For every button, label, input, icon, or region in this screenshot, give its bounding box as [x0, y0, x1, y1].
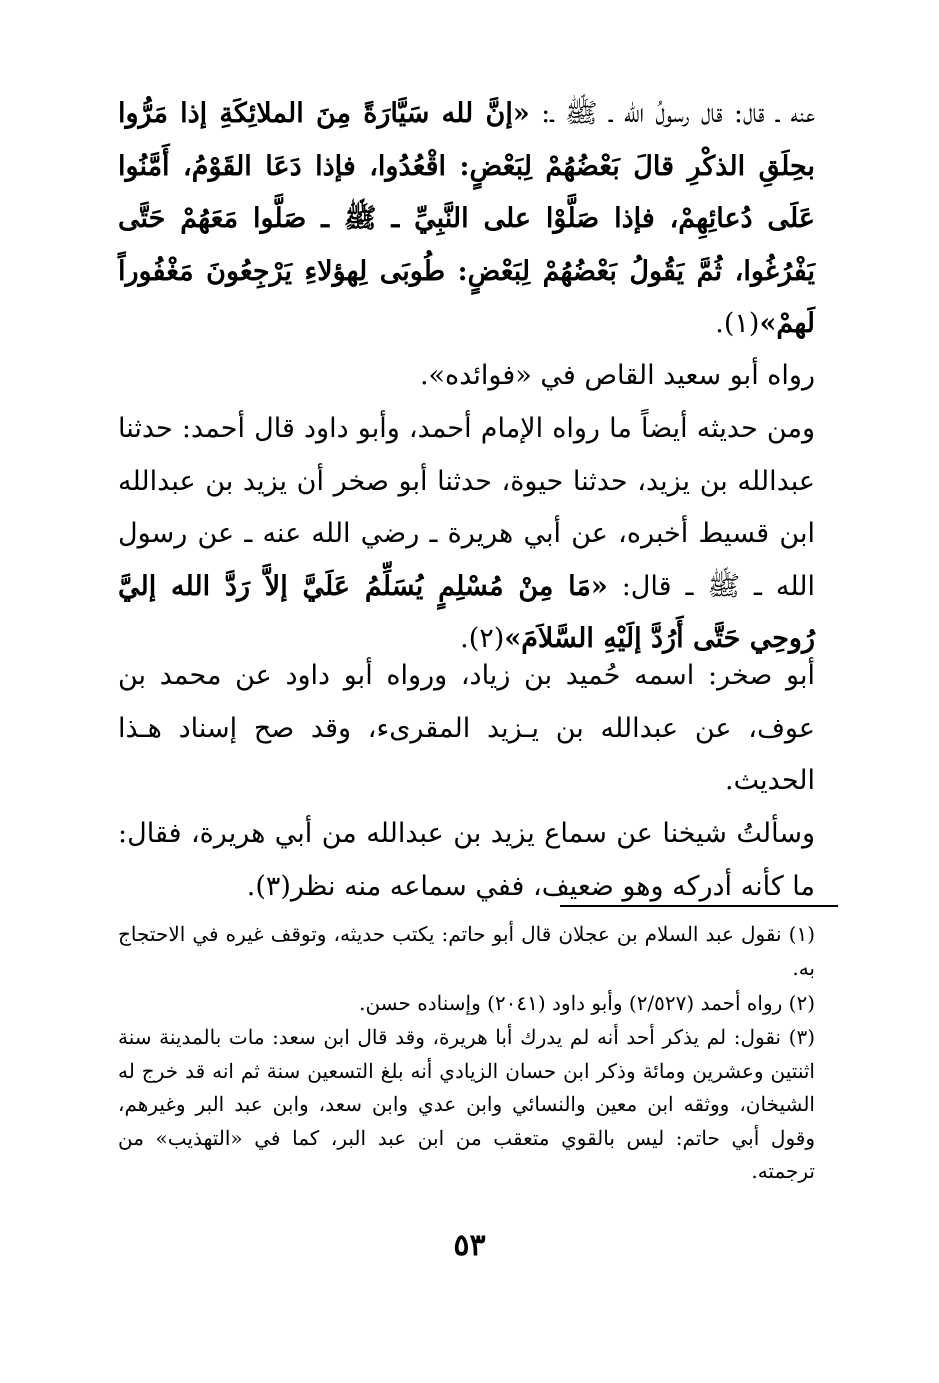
paragraph-shaykh-question: وسألتُ شيخنا عن سماع يزيد بن عبدالله من أبي هريرة، فقال: ما كأنه أدركه وهو ضعيف، ففي سماعه منه نظر(٣).	[118, 818, 815, 902]
paragraph-hadith-angels	[118, 88, 815, 351]
footnote-divider	[560, 905, 838, 907]
footnote-number: (٣)	[788, 1025, 816, 1049]
footnote-ref: (٢).	[460, 623, 505, 654]
footnote-number: (٢)	[788, 991, 815, 1015]
footnote-3	[118, 1021, 815, 1189]
paragraph-narration-source: رواه أبو سعيد القاص في «فوائده».	[419, 360, 815, 391]
page-number: ٥٣	[453, 1228, 486, 1263]
paragraph-hadith-salam	[118, 403, 815, 666]
footnote-text: رواه أحمد (٢/٥٢٧) وأبو داود (٢٠٤١) وإسناده حسن.	[359, 991, 783, 1015]
footnote-text: نقول عبد السلام بن عجلان قال أبو حاتم: يكتب حديثه، وتوقف غيره في الاحتجاج به.	[118, 922, 815, 980]
footnote-1	[118, 918, 815, 985]
paragraph-intro: ومن حديثه أيضاً ما رواه الإمام أحمد، وأبو داود قال أحمد: حدثنا عبدالله بن يزيد، حدثنا حيوة، حدثنا أبو صخر أن يزيد بن عبدالله ابن قسيط أخبره، عن أبي هريرة ـ رضي الله عنه ـ عن رسول الله ـ ﷺ ـ قال:	[118, 413, 816, 602]
footnote-2	[118, 987, 815, 1021]
paragraph-intro: عنه ـ قال: قال رسولُ الله ـ ﷺ ـ:	[529, 98, 816, 129]
hadith-text: «مَا مِنْ مُسْلِمٍ يُسَلِّمُ عَلَيَّ إلاَّ رَدَّ الله إليَّ رُوحِي حَتَّى أَرُدَّ إلَيْهِ السَّلاَمَ»	[118, 570, 815, 654]
footnote-ref: (١).	[715, 308, 760, 339]
footnote-number: (١)	[788, 922, 815, 946]
footnote-text: نقول: لم يذكر أحد أنه لم يدرك أبا هريرة، وقد قال ابن سعد: مات بالمدينة سنة اثنتين وعشرين ومائة وذكر ابن حسان الزيادي أنه بلغ التسعين سنة ثم انه قد خرج له الشيخان، ووثقه ابن معين والنسائي وابن عدي وابن سعد، وابن عبد البر وغيرهم، وقول أبي حاتم: ليس بالقوي متعقب من ابن عبد البر، كما في «التهذيب» من ترجمته.	[118, 1025, 815, 1183]
hadith-text: «إنَّ لله سَيَّارَةً مِنَ الملائِكَةِ إذا مَرُّوا بحِلَقِ الذكْرِ قالَ بَعْضُهُمْ لِبَعْضٍ: اقْعُدُوا، فإذا دَعَا القَوْمُ، أَمَّنُوا عَلَى دُعائِهِمْ، فإذا صَلَّوْا على النَّبِيِّ ـ ﷺ ـ صَلَّوا مَعَهُمْ حَتَّى يَفْرُغُوا، ثُمَّ يَقُولُ بَعْضُهُمْ لِبَعْضٍ: طُوبَى لِهؤلاءِ يَرْجِعُونَ مَغْفُوراً لَهمْ»	[118, 98, 815, 339]
paragraph-abu-sakhr: أبو صخر: اسمه حُميد بن زياد، ورواه أبو داود عن محمد بن عوف، عن عبدالله بن يـزيد المقرىء، وقد صح إسناد هـذا الحديث.	[118, 660, 815, 796]
